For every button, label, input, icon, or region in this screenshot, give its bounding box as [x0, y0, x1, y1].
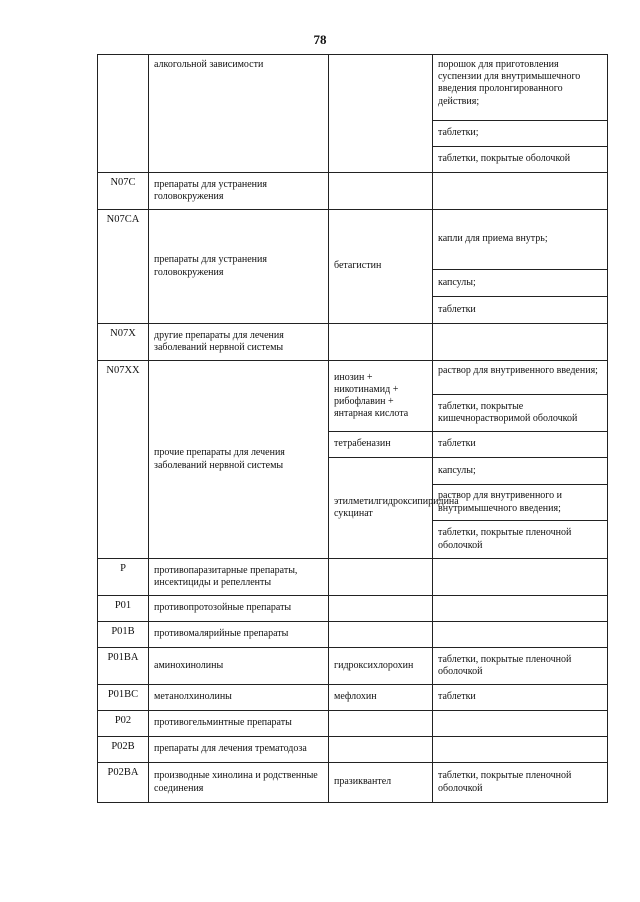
drug-name — [329, 173, 433, 210]
group-name: прочие препараты для лечения заболеваний нервной системы — [149, 361, 329, 559]
atc-code: P — [98, 559, 149, 596]
drug-name: мефлохин — [329, 685, 433, 711]
atc-code: N07CA — [98, 210, 149, 324]
dosage-form: капсулы; — [433, 458, 608, 485]
dosage-form — [433, 622, 608, 648]
dosage-form: капсулы; — [433, 270, 608, 297]
atc-code: P02B — [98, 737, 149, 763]
table-row — [98, 648, 608, 685]
table-row — [98, 763, 608, 803]
group-name: аминохинолины — [149, 648, 329, 685]
drug-name — [329, 622, 433, 648]
group-name: алкогольной зависимости — [149, 55, 329, 173]
table-row — [98, 596, 608, 622]
drug-name: инозин + никотинамид + рибофлавин + янтарная кислота — [329, 361, 433, 432]
dosage-form: таблетки — [433, 685, 608, 711]
dosage-form: таблетки, покрытые пленочной оболочкой — [433, 763, 608, 803]
dosage-form: таблетки — [433, 432, 608, 458]
drug-name: бетагистин — [329, 210, 433, 324]
atc-code: N07X — [98, 324, 149, 361]
group-name: противопротозойные препараты — [149, 596, 329, 622]
table-row — [98, 324, 608, 361]
medication-table — [97, 54, 608, 803]
dosage-form: раствор для внутривенного введения; — [433, 361, 608, 395]
dosage-form: таблетки, покрытые пленочной оболочкой — [433, 521, 608, 559]
group-name: другие препараты для лечения заболеваний нервной системы — [149, 324, 329, 361]
atc-code: P01 — [98, 596, 149, 622]
group-name: противогельминтные препараты — [149, 711, 329, 737]
dosage-form — [433, 173, 608, 210]
atc-code: P01BA — [98, 648, 149, 685]
table-row — [98, 737, 608, 763]
dosage-form — [433, 711, 608, 737]
atc-code — [98, 55, 149, 173]
drug-name — [329, 55, 433, 173]
dosage-form: таблетки, покрытые оболочкой — [433, 147, 608, 173]
atc-code: P02BA — [98, 763, 149, 803]
drug-name — [329, 324, 433, 361]
dosage-form: таблетки; — [433, 121, 608, 147]
dosage-form — [433, 596, 608, 622]
group-name: производные хинолина и родственные соединения — [149, 763, 329, 803]
table-row — [98, 685, 608, 711]
drug-name: тетрабеназин — [329, 432, 433, 458]
group-name: препараты для лечения трематодоза — [149, 737, 329, 763]
group-name: препараты для устранения головокружения — [149, 173, 329, 210]
table-row — [98, 173, 608, 210]
atc-code: P01B — [98, 622, 149, 648]
dosage-form: капли для приема внутрь; — [433, 210, 608, 270]
atc-code: P02 — [98, 711, 149, 737]
atc-code: N07XX — [98, 361, 149, 559]
drug-name — [329, 737, 433, 763]
group-name: метанолхинолины — [149, 685, 329, 711]
drug-name — [329, 596, 433, 622]
atc-code: P01BC — [98, 685, 149, 711]
dosage-form: таблетки, покрытые пленочной оболочкой — [433, 648, 608, 685]
group-name: препараты для устранения головокружения — [149, 210, 329, 324]
dosage-form: таблетки, покрытые кишечнорастворимой оболочкой — [433, 395, 608, 432]
atc-code: N07C — [98, 173, 149, 210]
dosage-form — [433, 324, 608, 361]
drug-name — [329, 711, 433, 737]
group-name: противомалярийные препараты — [149, 622, 329, 648]
table-row — [98, 622, 608, 648]
table-row — [98, 361, 608, 395]
table-row — [98, 55, 608, 121]
drug-name: этилметилгидроксипиридина сукцинат — [329, 458, 433, 559]
dosage-form: раствор для внутривенного и внутримышечного введения; — [433, 485, 608, 521]
table-row — [98, 711, 608, 737]
drug-name — [329, 559, 433, 596]
drug-name: празиквантел — [329, 763, 433, 803]
table-row — [98, 210, 608, 270]
dosage-form — [433, 737, 608, 763]
dosage-form — [433, 559, 608, 596]
page-number: 78 — [313, 32, 327, 47]
dosage-form: порошок для приготовления суспензии для внутримышечного введения пролонгированного действия; — [433, 55, 608, 121]
drug-name: гидроксихлорохин — [329, 648, 433, 685]
group-name: противопаразитарные препараты, инсектициды и репелленты — [149, 559, 329, 596]
table-row — [98, 559, 608, 596]
dosage-form: таблетки — [433, 297, 608, 324]
